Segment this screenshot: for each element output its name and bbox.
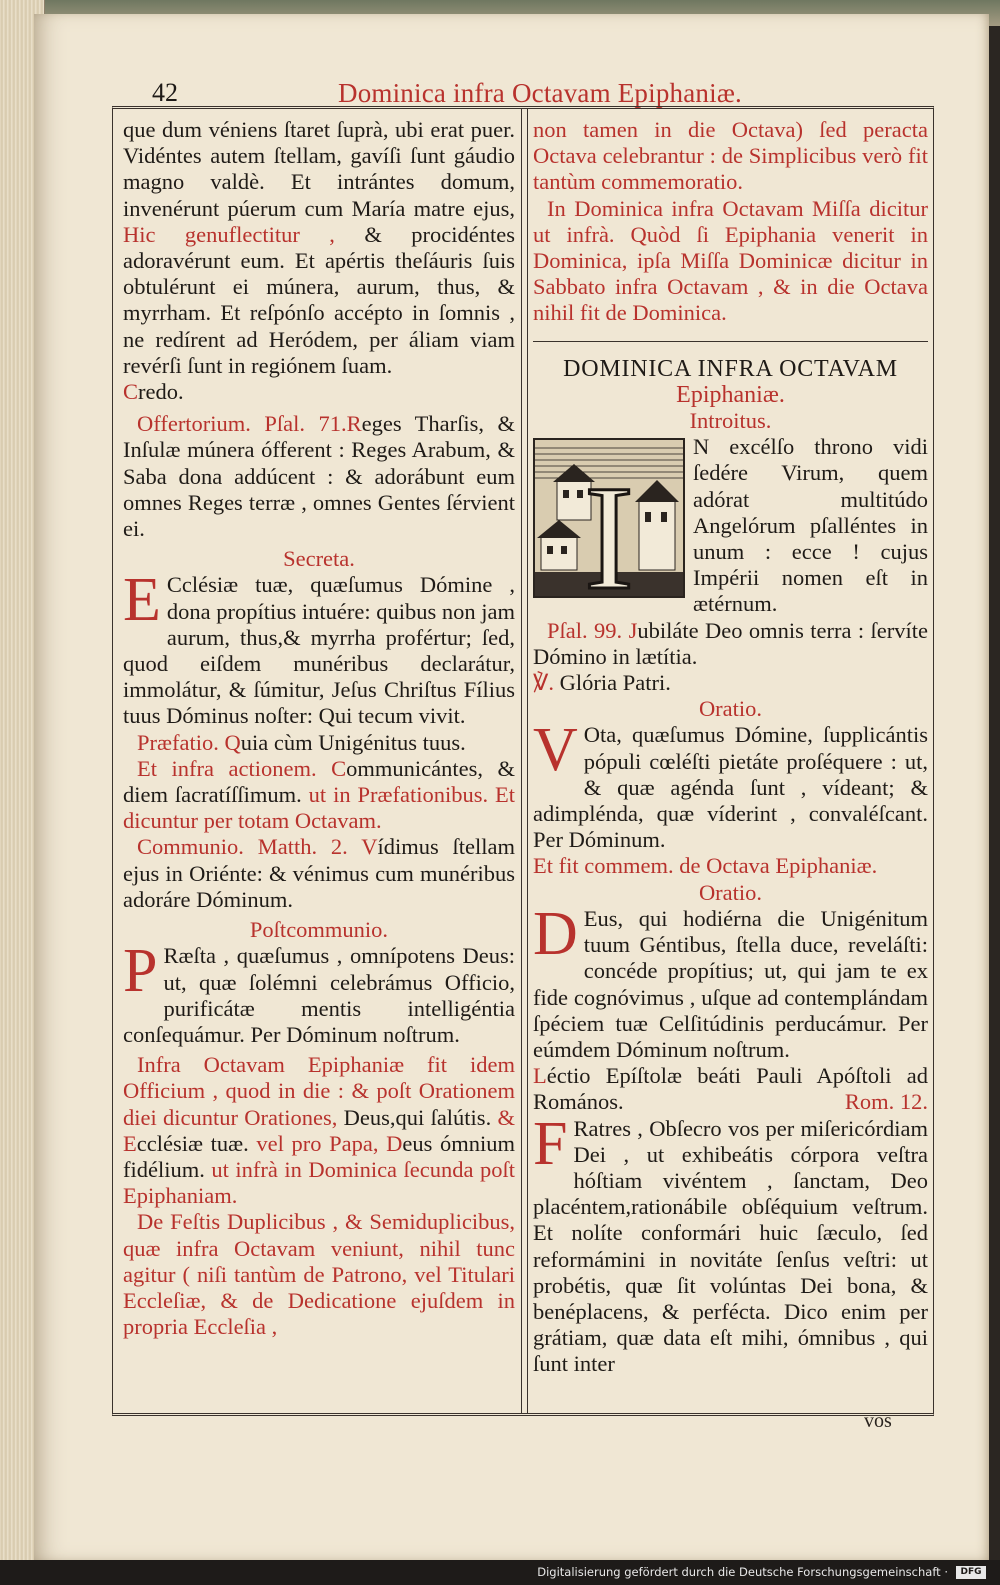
digitization-credit-bar [0, 1560, 1000, 1585]
festis-rubric: De Feſtis Duplicibus , & Semiduplicibus, quæ infra Octavam veniunt, nihil tunc agitur ( niſi tantùm de Patrono, vel Titulari Eccleſiæ, & de Dedicatione ejuſdem in propria Eccleſia , [123, 1209, 515, 1340]
lectio-line [533, 1063, 928, 1115]
woodcut-letter-i: I [584, 455, 634, 597]
gloria-line [533, 670, 928, 696]
praefatio-line [123, 730, 515, 756]
introitus-heading: Introitus. [689, 408, 772, 434]
communio-initial: V [361, 834, 378, 860]
page-header [112, 72, 926, 106]
secreta-drop-initial: E [123, 566, 161, 635]
text-frame [112, 106, 934, 1416]
oratio-paragraph [533, 716, 928, 853]
rubric-continuation: non tamen in die Octava) ſed peracta Octava celebrantur : de Simplicibus verò fit tantùm commemoratio. [533, 117, 928, 195]
postcommunio-heading: Poſtcommunio. [249, 917, 389, 943]
gospel-text: que dum véniens ſtaret ſuprà, ubi erat puer. Vidéntes autem ſtellam, gavíſi ſunt gáudio magno valdè. Et intrántes domum, invenérunt púerum cum María matre ejus, [123, 117, 515, 221]
oratio2-text: Eus, qui hodiérna die Unigénitum tuum Géntibus, ſtella duce, reveláſti: concéde propítius; ut, qui jam te ex fide cognóvimus , uſque ad contemplándam ſpéciem tuæ Celſitúdinis perducámur. Per eúmdem Dóminum noſtrum. [533, 905, 928, 1062]
rubric-infra-text: Infra Octavam Epiphaniæ fit idem Officium , quod in die : & poſt Orationem diei dicuntur Orationes, [123, 1052, 515, 1130]
column-divider [521, 109, 528, 1413]
infra-actionem-paragraph [123, 756, 515, 835]
offertory-text: eges Tharſis, & Inſulæ múnera ófferent : Reges Arabum, & Saba dona addúcent : & adorábunt eum omnes Reges terræ , omnes Gentes ſérvient ei. [123, 411, 516, 542]
gospel-text-cont: & procidéntes adoravérunt eum. Et apértis theſáuris ſuis obtulérunt ei múnera, aurum, thus, & myrrham. Et reſpónſo accépto in ſomnis , ne redírent ad Heródem, per áliam viam revérſi ſunt in regiónem ſuam. [123, 221, 516, 378]
praefatio-text: uia cùm Unigénitus tuus. [240, 729, 466, 755]
offertory-label: Offertorium. Pſal. 71. [137, 411, 347, 437]
lectio-initial: L [533, 1063, 547, 1089]
postcommunio-text: Ræſta , quæſumus , omnípotens Deus: ut, quæ ſolémni celebrámus Officio, purificátæ mentis intelligéntia conſequámur. Per Dóminum noſtrum. [123, 943, 515, 1047]
oratio2-drop-initial: D [533, 899, 578, 968]
woodcut-illustration [535, 440, 683, 596]
infra-text: ommunicántes, & diem ſacratíſſimum. [123, 755, 515, 808]
credo-line [123, 379, 515, 405]
rubric-dominica: In Dominica infra Octavam Miſſa dicitur ut infrà. Quòd ſi Epiphania venerit in Dominica, ipſa Miſſa Dominicæ dicitur in Sabbato infra Octavam , & in die Octava nihil fit de Dominica. [533, 195, 928, 326]
versicle-icon: ℣. [533, 670, 555, 696]
digitization-credit: Digitalisierung gefördert durch die Deutsche Forschungsgemeinschaft · [537, 1565, 948, 1579]
mass-subtitle: Epiphaniæ. [676, 381, 785, 408]
credo-initial: C [123, 379, 139, 405]
epistle-paragraph [533, 1109, 928, 1378]
praefatio-initial: Q [224, 729, 241, 755]
infra-rubric: ut in Præfationibus. Et dicuntur per totam Octavam. [123, 782, 516, 834]
communio-label: Communio. Matth. 2. [137, 834, 348, 860]
oratio2-heading: Oratio. [698, 879, 763, 905]
oratio2-paragraph [533, 899, 928, 1063]
lectio-reference: Rom. 12. [844, 1089, 928, 1115]
secreta-text: Cclésiæ tuæ, quæſumus Dómine , dona propítius intuére: quibus non jam aurum, thus,& myrrha profértur; ſed, quod eiſdem munéribus declarátur, immolátur, & ſúmitur, Jeſus Chriſtus Fílius tuus Dóminus noſter: Qui tecum vivit. [123, 572, 515, 729]
catchword: vos [864, 1410, 892, 1432]
credo-text: redo. [138, 379, 184, 405]
genuflect-rubric: Hic genuflectitur , [123, 221, 335, 247]
gospel-paragraph [123, 117, 515, 379]
rubric-papa: vel pro Papa, [256, 1130, 379, 1156]
postcommunio-drop-initial: P [123, 937, 158, 1006]
gloria-text: Glória Patri. [559, 670, 671, 696]
infra-octavam-rubric [123, 1052, 515, 1209]
psalm-line [533, 618, 928, 670]
oratio-text: Ota, quæſumus Dómine, ſupplicántis pópuli cœléſti pietáte proſéquere : ut, & quæ agénda ſunt , vídeant; & adimpléndа, quæ víderint , convaléſcant. Per Dóminum. [533, 722, 928, 853]
page-number: 42 [152, 78, 178, 107]
offertory-paragraph [123, 411, 515, 542]
lectio-text: éctio Epíſtolæ beáti Pauli Apóſtoli ad Romános. [533, 1063, 928, 1115]
oratio-drop-initial: V [533, 716, 578, 785]
introitus-paragraph [533, 434, 928, 617]
oratio-heading: Oratio. [698, 696, 763, 722]
rubric-ecclesiae-label: & E [123, 1104, 515, 1156]
rubric-deus-omnium-initial: D [386, 1130, 403, 1156]
dfg-logo: DFG [956, 1566, 986, 1579]
secreta-heading: Secreta. [283, 546, 355, 572]
rubric-deus: Deus,qui ſalútis. [343, 1104, 492, 1130]
rubric-ecclesiae: cclésiæ tuæ. [136, 1130, 249, 1156]
praefatio-label: Præfatio. [137, 729, 219, 755]
infra-initial: C [331, 755, 347, 781]
infra-label: Et infra actionem. [137, 755, 317, 781]
left-column [123, 117, 515, 1340]
epistle-text: Ratres , Obſecro vos per miſericórdiam Dei , ut exhibeátis córpora veſtra hóſtiam vivéntem , ſanctam, Deo placéntem,rationábile obſéquium veſtrum. Et nolíte conformári huic ſæculo, ſed reformámini in novitáte ſenſus veſtri: ut probétis, quæ ſit volúntas Dei bona, & benéplacens, & perfécta. Dico enim per grátiam, quæ data eſt mihi, ómnibus , qui ſunt inter [533, 1115, 928, 1377]
woodcut-initial-image [533, 438, 685, 598]
postcommunio-paragraph [123, 937, 515, 1048]
running-title: Dominica infra Octavam Epiphaniæ. [338, 78, 742, 108]
epistle-drop-initial: F [533, 1109, 568, 1178]
secreta-paragraph [123, 566, 515, 729]
introitus-text: N excélſo throno vidi ſedére Virum, quem adórat multitúdo Angelórum pſalléntes in unum : ecce ! cujus Impérii nomen eſt in ætérnum. [693, 434, 928, 617]
psalm-text: ubiláte Deo omnis terra : ſervíte Dómino in lætítia. [533, 617, 928, 669]
right-column [533, 117, 928, 1378]
communio-text: ídimus ſtellam ejus in Oriénte: & vénimus cum munéribus adoráre Dóminum. [123, 834, 515, 912]
mass-title: DOMINICA INFRA OCTAVAM [533, 341, 928, 382]
psalm-label: Pſal. 99. [547, 617, 623, 643]
rubric-infra-2: ut infrà in Dominica ſecunda poſt Epiphaniam. [123, 1156, 515, 1209]
psalm-initial: J [628, 617, 638, 643]
rubric-deus-omnium: eus ómnium fidélium. [123, 1130, 516, 1182]
offertory-initial: R [346, 411, 362, 437]
communio-paragraph [123, 834, 515, 913]
commemoration-rubric: Et fit commem. de Octava Epiphaniæ. [533, 853, 878, 879]
